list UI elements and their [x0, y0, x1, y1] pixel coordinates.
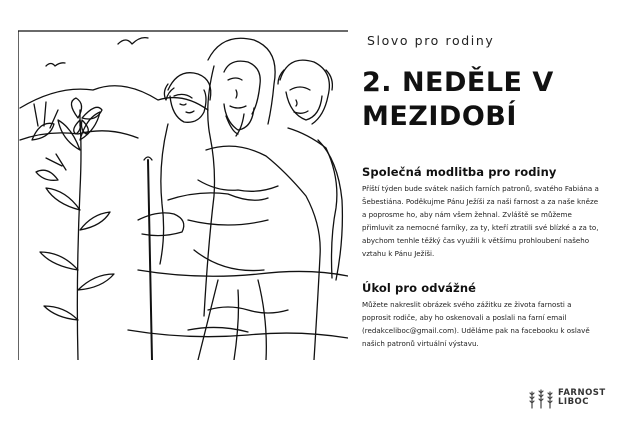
prayer-body: Příští týden bude svátek našich farních patronů, svatého Fabiána a Šebestiána. Poděkujme Pánu Ježíši za naši farnost a za naše kněze a poprosme ho, aby nám všem žehnal. Zvláště se můžeme přimluvit za nemocné farníky, za ty, kteří ztratili své blízké a za to, abychom tenhle těžký čas využili k většímu prohloubení našeho vztahu k Pánu Ježíši.	[362, 184, 599, 258]
wheat-icon	[528, 387, 554, 409]
prayer-heading: Společná modlitba pro rodiny	[362, 165, 557, 179]
staff	[148, 160, 152, 360]
right-disciple	[278, 60, 342, 280]
lily-plant	[32, 102, 114, 360]
task-heading: Úkol pro odvážné	[362, 281, 476, 295]
page-title: 2. NEDĚLE V MEZIDOBÍ	[362, 67, 554, 132]
task-section	[362, 281, 602, 350]
mountains	[20, 86, 208, 110]
logo-line1: FARNOST	[558, 388, 606, 398]
bird-2	[46, 63, 65, 66]
prayer-section	[362, 165, 602, 260]
bird-1	[118, 38, 148, 44]
jesus-with-disciples-illustration	[18, 30, 348, 360]
kicker: Slovo pro rodiny	[367, 33, 495, 48]
logo-line2: LIBOC	[558, 397, 590, 407]
parish-logo	[528, 387, 606, 409]
jesus-figure	[138, 38, 320, 360]
butterfly	[71, 98, 102, 134]
task-body: Můžete nakreslit obrázek svého zážitku ze života farnosti a poprosit rodiče, aby ho oskenovali a poslali na farní email (redakceliboc@gmail.com). Uděláme pak na facebooku k oslavě našich patronů virtuální výstavu.	[362, 300, 590, 348]
